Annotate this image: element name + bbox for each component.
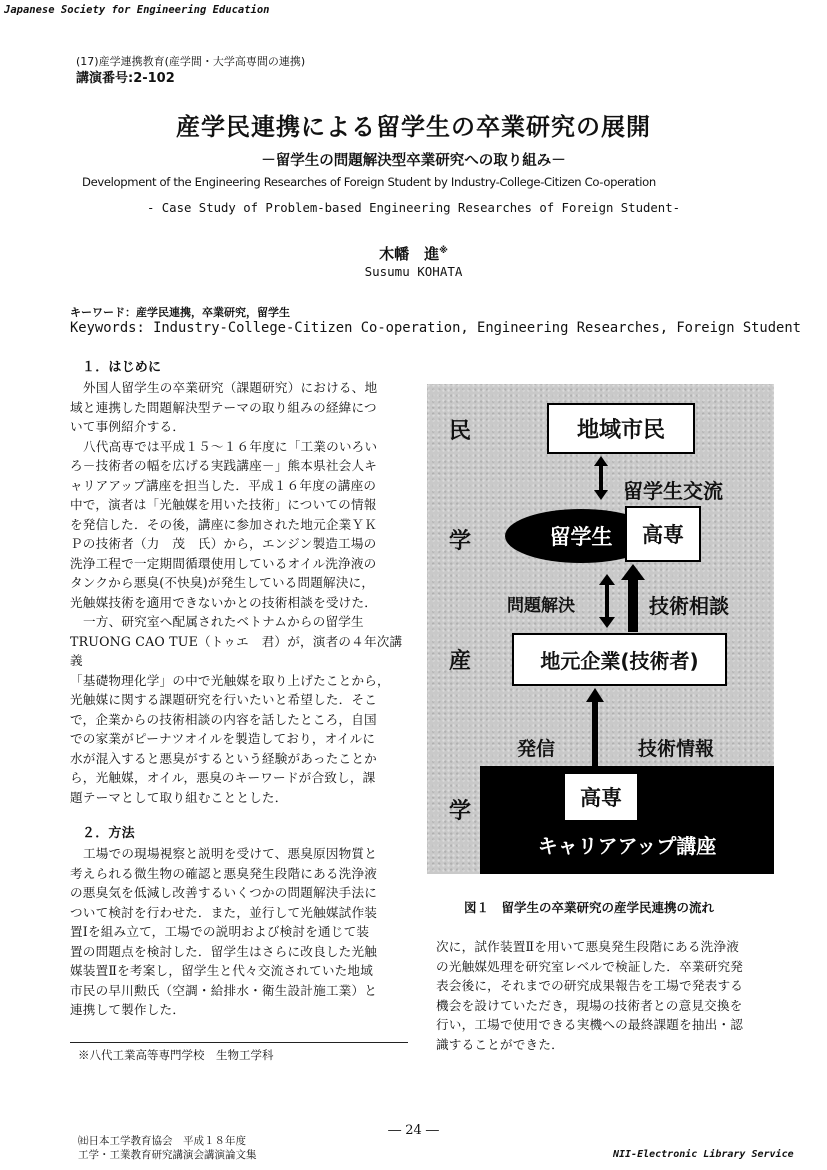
box-kosen-top: 高専 [625, 506, 701, 562]
double-arrow-exchange-icon [593, 456, 609, 500]
student-ellipse: 留学生 [505, 509, 657, 563]
page-title: 産学民連携による留学生の卒業研究の展開 [176, 113, 651, 141]
text-line: の光触媒処理を研究室レベルで検証した．卒業研究発 [436, 958, 744, 974]
left-column [70, 358, 415, 1020]
footnote: ※八代工業高等専門学校 生物工学科 [78, 1048, 274, 1062]
text-line: 市民の早川勲氏（空調・給排水・衛生設計施工業）と [70, 982, 378, 998]
section2-para1 [70, 844, 415, 1020]
text-line: 表会後に，それまでの研究成果報告を工場で発表する [436, 978, 744, 993]
text-line: 考えられる微生物の確認と悪臭発生段階にある洗浄液 [70, 865, 378, 881]
text-line: 水が混入すると悪臭がするという経験があったことか [70, 750, 377, 766]
text-line: ろ－技術者の幅を広げる実践講座－」熊本県社会人キ [70, 458, 378, 473]
box-local-company: 地元企業(技術者) [512, 633, 727, 686]
text-line: 置Ⅰを組み立て，工場での説明および検討を通じて装 [70, 924, 370, 939]
text-line: ついて検討を行わせた．また，並行して光触媒試作装 [70, 904, 378, 920]
side-label-academia-2: 学 [449, 799, 472, 824]
text-line: で，企業からの技術相談の内容を話したところ，自国 [70, 711, 377, 727]
text-line: 中で，演者は「光触媒を用いた技術」についての情報 [70, 497, 377, 512]
keywords-ja [70, 304, 290, 320]
text-line: を発信した．その後，講座に参加された地元企業ＹＫ [70, 516, 378, 532]
label-student-exchange: 留学生交流 [623, 479, 723, 503]
section1-para1 [70, 378, 415, 437]
author-footnote-mark: ※ [439, 246, 448, 256]
publisher-line2: 工学・工業教育研究講演会講演論文集 [78, 1149, 257, 1161]
author-en: Susumu KOHATA [364, 264, 463, 279]
figure-collaboration-flow [427, 384, 774, 874]
side-label-citizen: 民 [449, 419, 472, 444]
side-label-academia: 学 [449, 529, 472, 554]
right-column [436, 937, 781, 1054]
text-line: 一方、研究室へ配属されたベトナムからの留学生 [83, 614, 364, 629]
text-line: ら，光触媒，オイル，悪臭のキーワードが合致し，課 [70, 770, 376, 785]
session-label: (17)産学連携教育(産学間・大学高専間の連携) [76, 55, 306, 68]
text-line: 洗浄工程で一定期間循環使用しているオイル洗浄液の [70, 555, 377, 571]
text-line: 工場での現場視察と説明を受けて、悪臭原因物質と [83, 846, 378, 861]
box-local-citizens: 地域市民 [547, 403, 695, 454]
text-line: 域と連携した問題解決型テーマの取り組みの経緯につ [70, 399, 377, 415]
keywords-ja-list: 産学民連携，卒業研究，留学生 [136, 306, 290, 319]
text-line: タンクから悪臭(不快臭)が発生している問題解決に， [70, 575, 375, 590]
text-line: 行い，工場で使用できる実機への最終課題を抽出・認 [436, 1017, 744, 1032]
text-line: の悪臭気を低減し改善するいくつかの問題解決手法に [70, 885, 378, 900]
title-en: Development of the Engineering Researches of Foreign Student by Industry-College-Citizen Co-operation [82, 175, 656, 189]
text-line: 次に，試作装置Ⅱを用いて悪臭発生段階にある洗浄液 [436, 939, 740, 954]
figure-caption: 図１ 留学生の卒業研究の産学民連携の流れ [464, 900, 715, 915]
author-ja [0, 243, 827, 264]
up-arrow-info-icon [585, 688, 605, 768]
text-line: での家業がピーナツオイルを製造しており，オイルに [70, 731, 376, 746]
publisher-line1: ㈳日本工学教育協会 平成１８年度 [78, 1135, 246, 1147]
box-kosen-bottom: 高専 [563, 772, 639, 822]
section2-heading: ２．方法 [82, 826, 135, 841]
lecture-number: 講演番号:2-102 [76, 71, 175, 86]
label-problem-solving: 問題解決 [507, 596, 575, 616]
section1-heading: １．はじめに [82, 360, 162, 375]
text-line: 光触媒技術を適用できないかとの技術相談を受けた． [70, 594, 378, 610]
text-line: 光触媒に関する課題研究を行いたいと希望した．そこ [70, 692, 378, 707]
subtitle-ja: －留学生の問題解決型卒業研究への取り組み－ [261, 153, 566, 169]
side-label-industry: 産 [449, 649, 472, 674]
label-tech-consultation: 技術相談 [649, 594, 729, 618]
text-line: 媒装置Ⅱを考案し，留学生と代々交流されていた地域 [70, 963, 374, 978]
label-send: 発信 [517, 738, 556, 760]
label-tech-info: 技術情報 [638, 738, 715, 760]
text-line: 外国人留学生の卒業研究（課題研究）における、地 [83, 380, 378, 395]
text-line: TRUONG CAO TUE（トゥエ 君）が，演者の４年次講義 [70, 633, 403, 668]
label-career-course: キャリアアップ講座 [537, 834, 717, 858]
text-line: 題テーマとして取り組むこととした． [70, 789, 288, 805]
footnote-rule [70, 1042, 408, 1043]
text-line: 連携して製作した． [70, 1002, 186, 1017]
service-label: NII-Electronic Library Service [613, 1149, 794, 1160]
up-arrow-consultation-icon [621, 564, 645, 632]
text-line: いて事例紹介する． [70, 419, 186, 434]
author-name: 木幡 進 [379, 245, 440, 263]
section1-para2 [70, 437, 415, 613]
page-number: ― 24 ― [388, 1123, 439, 1138]
text-line: 八代高専では平成１５～１６年度に「工業のいろい [83, 438, 378, 454]
keywords-en: Keywords: Industry-College-Citizen Co-operation, Engineering Researches, Foreign Student [70, 320, 801, 336]
text-line: Ｐの技術者（力 茂 氏）から，エンジン製造工場の [70, 536, 377, 551]
text-line: 機会を設けていただき，現場の技術者との意見交換を [436, 997, 743, 1013]
text-line: ャリアアップ講座を担当した．平成１６年度の講座の [70, 477, 377, 493]
double-arrow-problem-solving-icon [597, 574, 617, 628]
text-line: 「基礎物理化学」の中で光触媒を取り上げたことから， [70, 672, 390, 688]
subtitle-en: - Case Study of Problem-based Engineering Researches of Foreign Student- [146, 201, 681, 215]
text-line: 置の問題点を検討した．留学生はさらに改良した光触 [70, 943, 378, 959]
society-header: Japanese Society for Engineering Education [4, 4, 270, 16]
text-line: 識することができた． [436, 1036, 564, 1052]
section1-para3 [70, 612, 415, 807]
keywords-ja-label: キーワード： [70, 306, 136, 319]
